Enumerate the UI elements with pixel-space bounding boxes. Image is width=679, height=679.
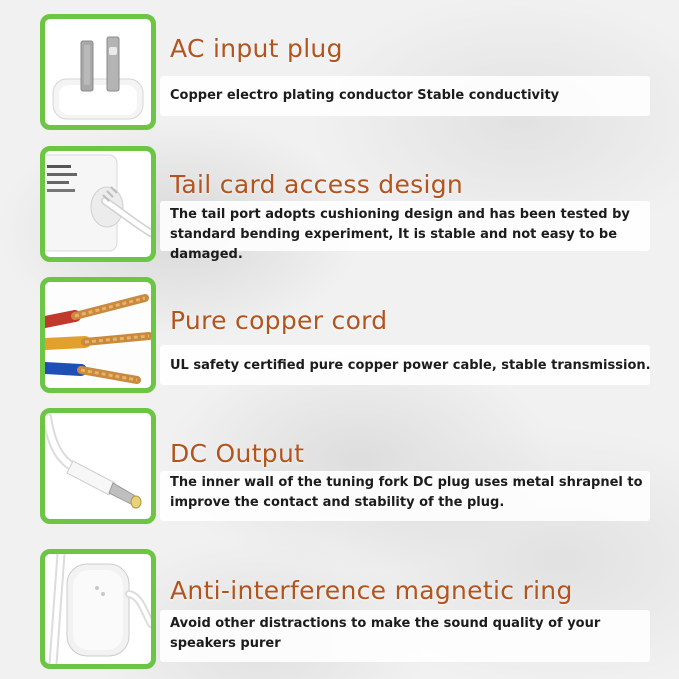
feature-tail-card-access-design [0,135,679,270]
feature-description: The tail port adopts cushioning design and has been tested by standard bending experiment, It is stable and not easy to be damaged. [170,207,630,262]
feature-title: Anti-interference magnetic ring [170,576,573,605]
feature-pure-copper-cord [0,270,679,405]
feature-ac-input-plug [0,0,679,135]
adapter-tail-icon [45,151,151,257]
feature-title: Pure copper cord [170,306,388,335]
dc-plug-image [40,408,156,524]
ac-plug-icon [45,19,151,125]
feature-description: The inner wall of the tuning fork DC plug uses metal shrapnel to improve the contact and stability of the plug. [170,475,643,510]
copper-wires-icon [45,282,151,388]
adapter-tail-image [40,146,156,262]
feature-dc-output [0,405,679,540]
feature-title: DC Output [170,439,305,468]
magnetic-ring-image [40,549,156,669]
feature-description: UL safety certified pure copper power cable, stable transmission. [170,358,651,373]
feature-description: Copper electro plating conductor Stable conductivity [170,88,560,103]
ac-plug-image [40,14,156,130]
dc-plug-icon [45,413,151,519]
feature-title: AC input plug [170,34,343,63]
feature-title: Tail card access design [170,170,464,199]
feature-anti-interference-magnetic-ring [0,540,679,679]
magnetic-ring-icon [45,554,151,664]
copper-wires-image [40,277,156,393]
feature-description: Avoid other distractions to make the sound quality of your speakers purer [170,616,601,651]
